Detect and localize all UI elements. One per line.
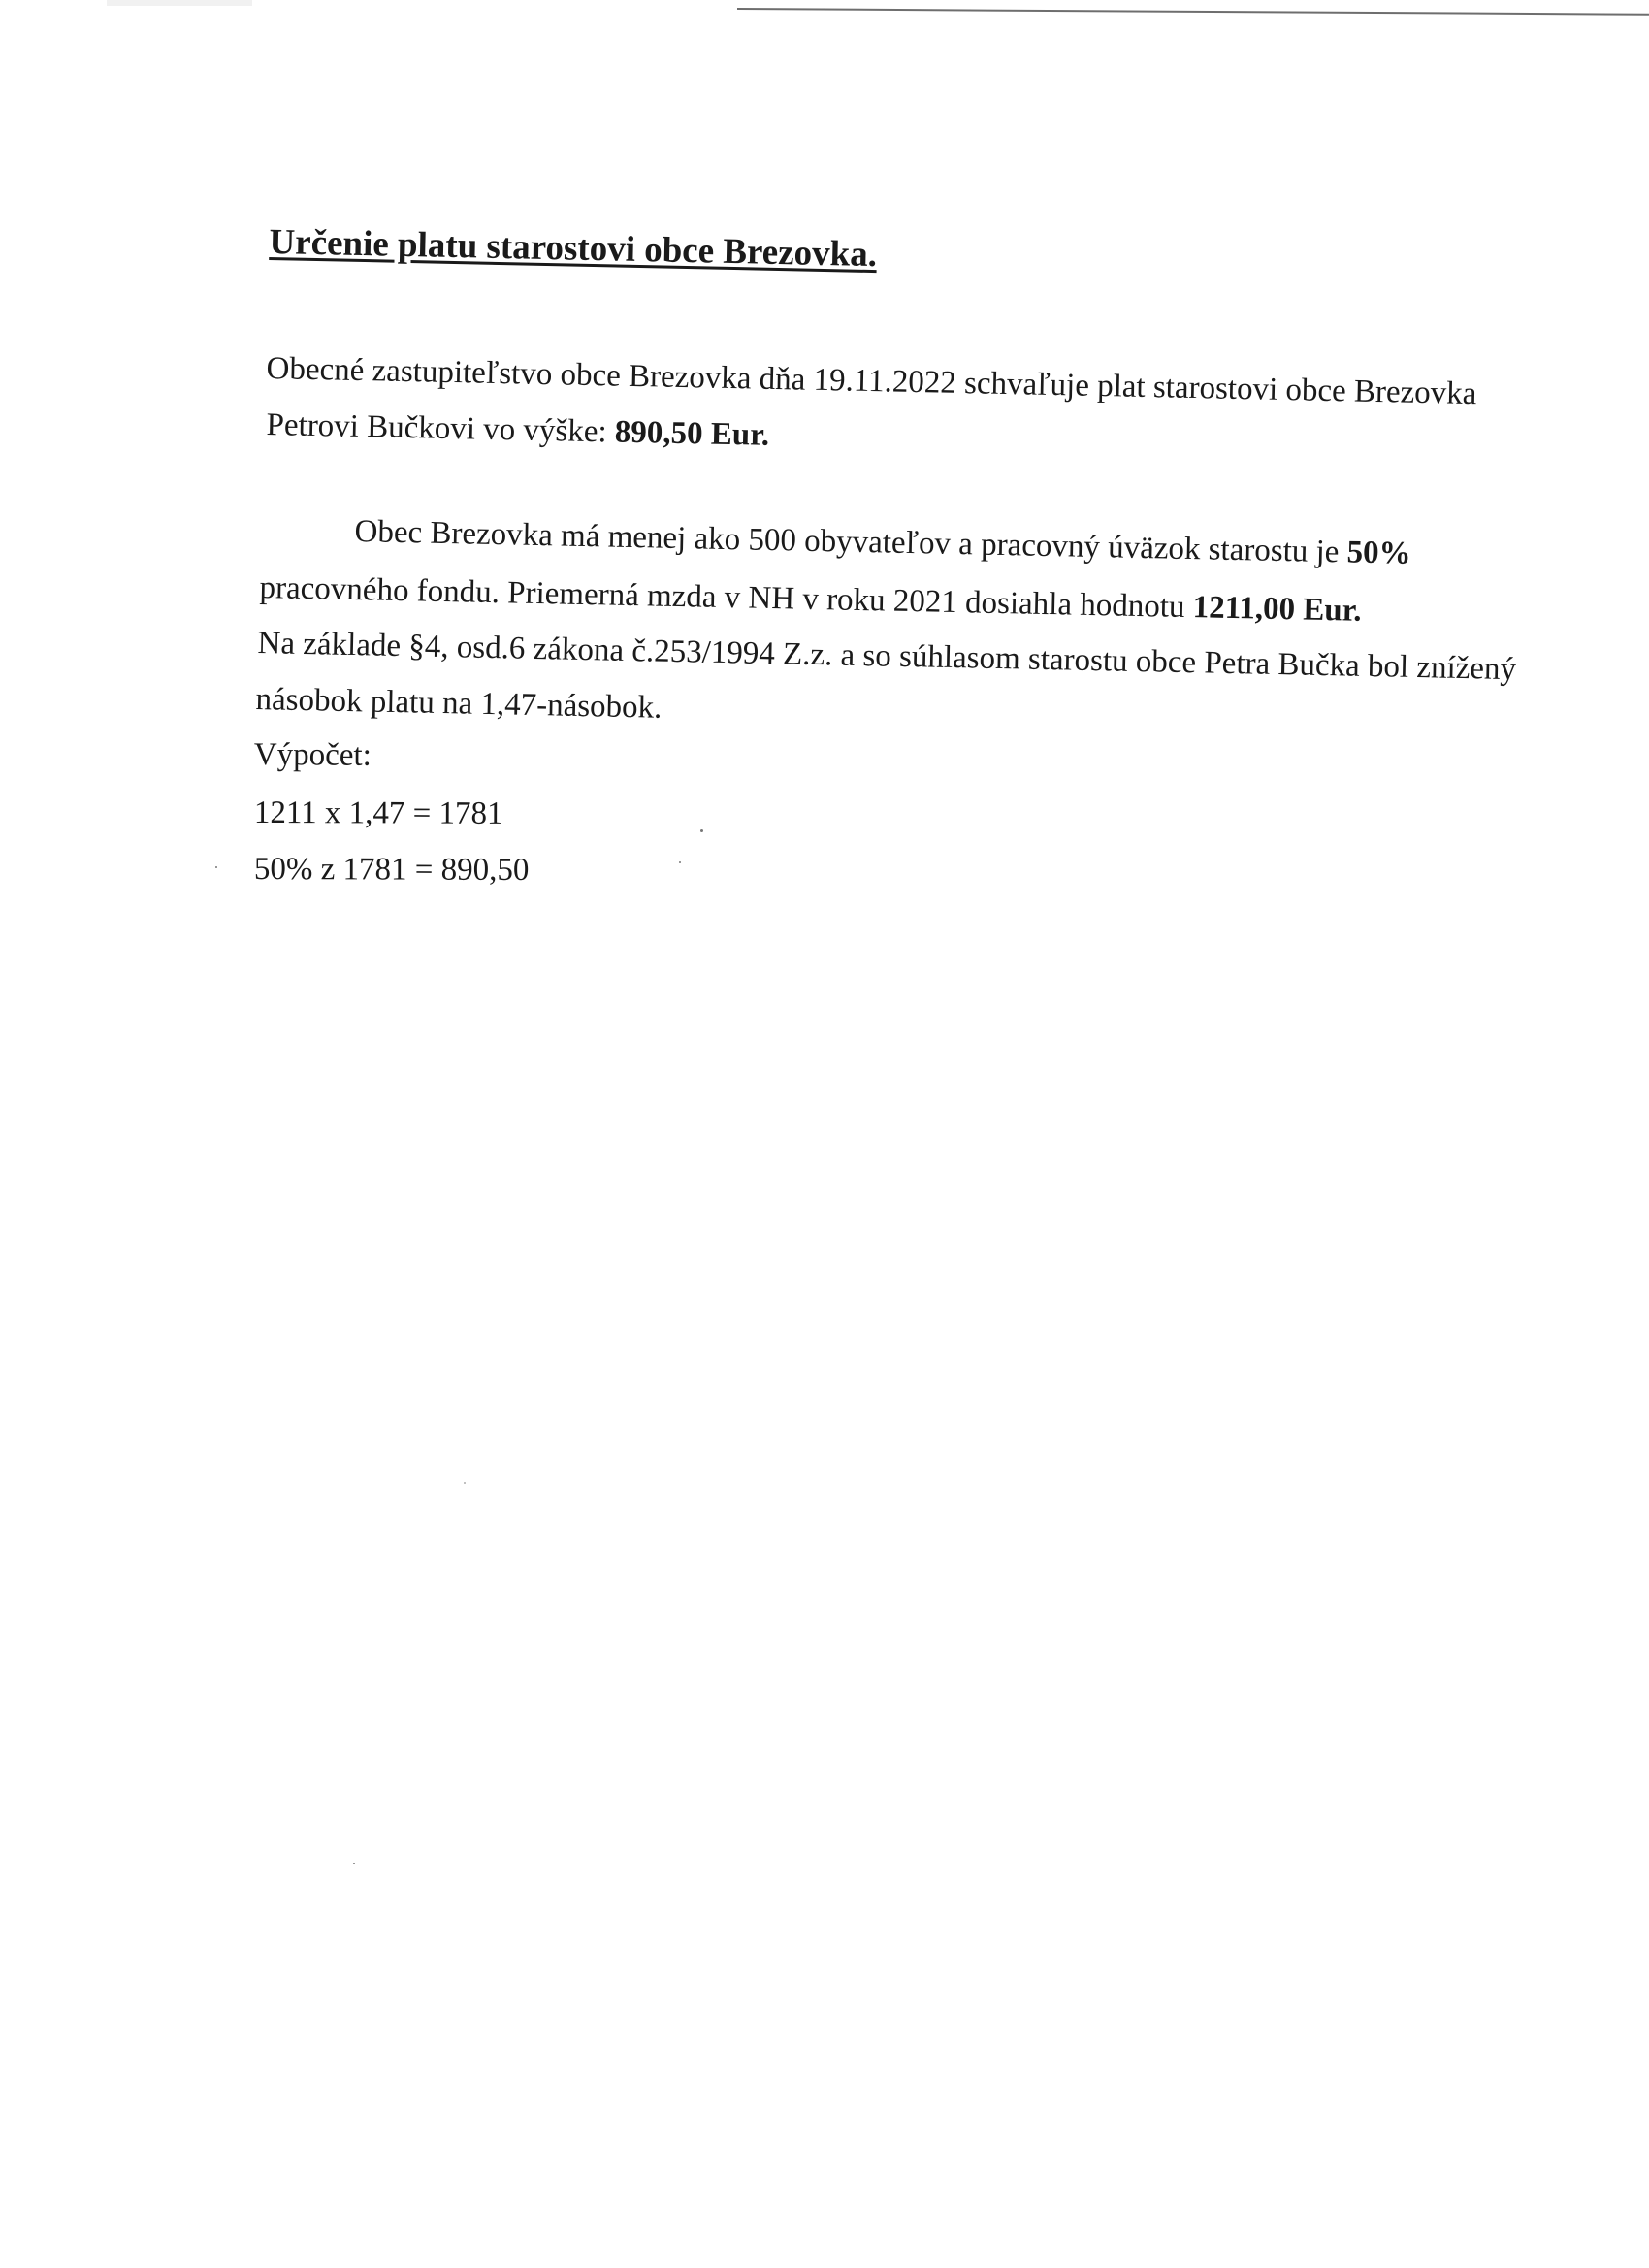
paragraph2-line1	[354, 514, 1411, 572]
scan-speck	[464, 1482, 466, 1484]
calculation-step2: 50% z 1781 = 890,50	[253, 852, 530, 888]
calculation-step1: 1211 x 1,47 = 1781	[253, 795, 503, 831]
paragraph2-line4: násobok platu na 1,47-násobok.	[255, 682, 663, 726]
calculation-label: Výpočet:	[253, 737, 372, 773]
scan-edge-shadow	[107, 0, 252, 6]
scan-edge-line	[737, 8, 1649, 16]
scan-speck	[215, 866, 217, 868]
average-wage-amount: 1211,00 Eur.	[1192, 590, 1362, 629]
document-title: Určenie platu starostovi obce Brezovka.	[269, 221, 878, 275]
paragraph1-line2	[266, 407, 769, 454]
paragraph2-line1-text: Obec Brezovka má menej ako 500 obyvateľov a pracovný úväzok starostu je	[354, 514, 1348, 570]
scan-speck	[353, 1863, 355, 1864]
paragraph2-line2-text: pracovného fondu. Priemerná mzda v NH v roku 2021 dosiahla hodnotu	[259, 570, 1194, 626]
paragraph2-line3: Na základe §4, osd.6 zákona č.253/1994 Z.z. a so súhlasom starostu obce Petra Bučka bol znížený	[257, 626, 1517, 688]
scan-speck	[679, 861, 681, 863]
scan-speck	[700, 829, 703, 832]
paragraph2-line2	[259, 570, 1362, 630]
paragraph1-line2-text: Petrovi Bučkovi vo výške:	[266, 407, 616, 450]
workload-percent: 50%	[1346, 535, 1411, 571]
paragraph1-line1: Obecné zastupiteľstvo obce Brezovka dňa 19.11.2022 schvaľuje plat starostovi obce Brezovka	[266, 351, 1477, 412]
salary-amount: 890,50 Eur.	[614, 414, 770, 453]
